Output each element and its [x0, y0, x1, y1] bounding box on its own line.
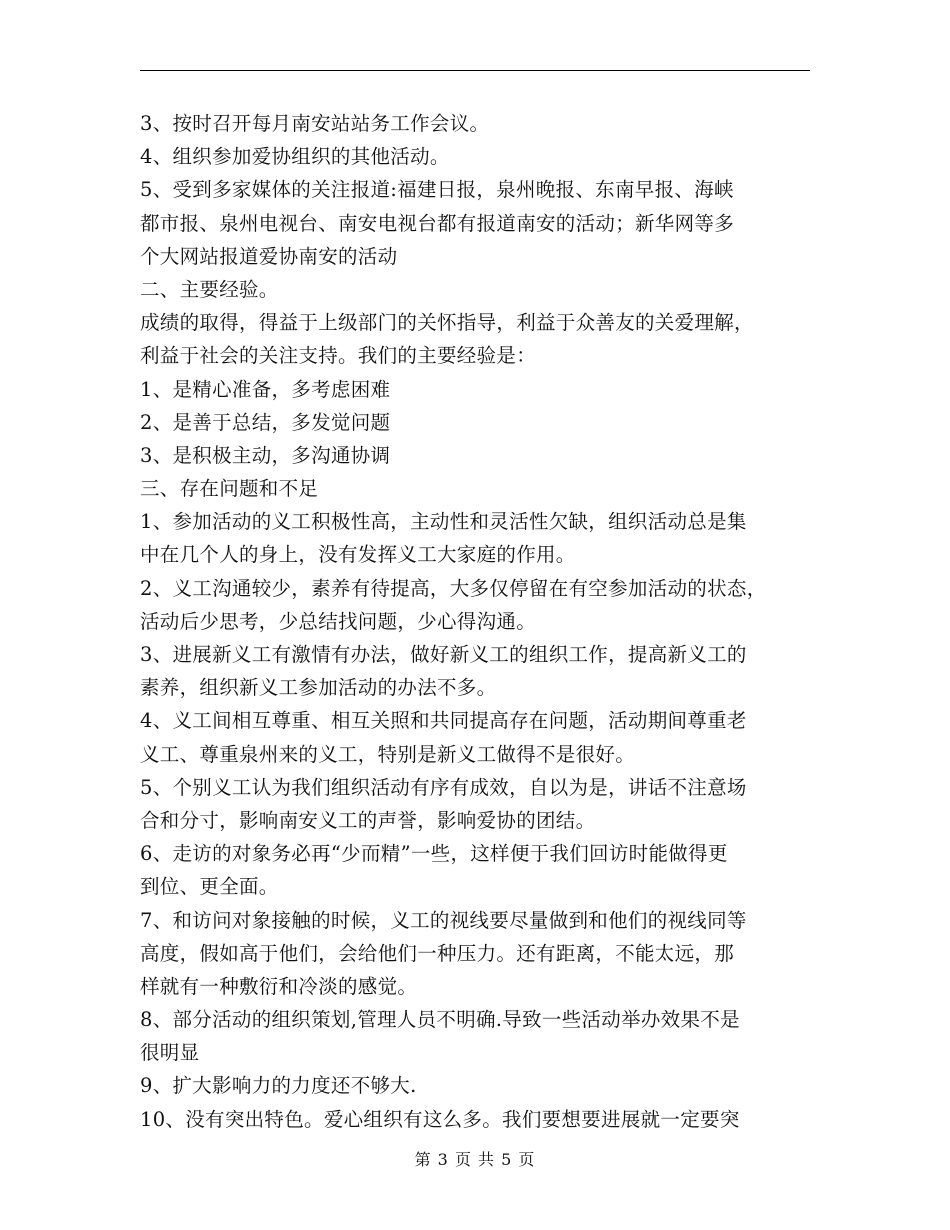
text-line: 1、是精心准备，多考虑困难	[140, 377, 391, 401]
text-line: 素养，组织新义工参加活动的办法不多。	[140, 676, 497, 700]
text-line: 合和分寸，影响南安义工的声誉，影响爱协的团结。	[140, 808, 596, 832]
text-line: 4、义工间相互尊重、相互关照和共同提高存在问题，活动期间尊重老	[140, 709, 747, 733]
text-line: 活动后少思考，少总结找问题，少心得沟通。	[140, 609, 537, 633]
text-line: 3、是积极主动，多沟通协调	[140, 443, 391, 467]
page-number: 第 3 页 共 5 页	[414, 1150, 536, 1169]
text-line: 5、受到多家媒体的关注报道:福建日报，泉州晚报、东南早报、海峡	[140, 178, 734, 202]
text-line: 义工、尊重泉州来的义工，特别是新义工做得不是很好。	[140, 742, 636, 766]
text-line: 10、没有突出特色。爱心组织有这么多。我们要想要进展就一定要突	[140, 1107, 740, 1131]
text-line: 3、进展新义工有激情有办法，做好新义工的组织工作，提高新义工的	[140, 643, 747, 666]
text-line: 9、扩大影响力的力度还不够大.	[140, 1074, 417, 1098]
text-line: 1、参加活动的义工积极性高，主动性和灵活性欠缺，组织活动总是集	[140, 510, 747, 534]
text-line: 很明显	[140, 1041, 200, 1065]
text-line: 个大网站报道爱协南安的活动	[140, 244, 398, 268]
text-line: 样就有一种敷衍和冷淡的感觉。	[140, 974, 418, 998]
text-line: 5、个别义工认为我们组织活动有序有成效，自以为是，讲话不注意场	[140, 775, 747, 799]
section-heading: 二、主要经验。	[140, 277, 279, 301]
text-line: 中在几个人的身上，没有发挥义工大家庭的作用。	[140, 543, 576, 567]
text-line: 到位、更全面。	[140, 875, 279, 899]
text-line: 7、和访问对象接触的时候，义工的视线要尽量做到和他们的视线同等	[140, 908, 747, 932]
text-line: 成绩的取得，得益于上级部门的关怀指导，利益于众善友的关爱理解，	[140, 311, 754, 335]
text-line: 8、部分活动的组织策划,管理人员不明确.导致一些活动举办效果不是	[140, 1008, 740, 1032]
text-line: 2、是善于总结，多发觉问题	[140, 410, 391, 434]
text-line: 4、组织参加爱协组织的其他活动。	[140, 145, 450, 169]
header-rule	[140, 70, 810, 71]
section-heading: 三、存在问题和不足	[140, 477, 319, 501]
text-line: 都市报、泉州电视台、南安电视台都有报道南安的活动；新华网等多	[140, 211, 735, 235]
text-line: 2、义工沟通较少，素养有待提高，大多仅停留在有空参加活动的状态，	[140, 576, 767, 600]
document-body	[140, 107, 820, 1136]
text-line: 高度，假如高于他们，会给他们一种压力。还有距离，不能太远，那	[140, 941, 735, 965]
text-line: 3、按时召开每月南安站站务工作会议。	[140, 112, 490, 135]
text-line: 6、走访的对象务必再“少而精”一些，这样便于我们回访时能做得更	[140, 842, 728, 866]
text-line: 利益于社会的关注支持。我们的主要经验是：	[140, 344, 537, 368]
